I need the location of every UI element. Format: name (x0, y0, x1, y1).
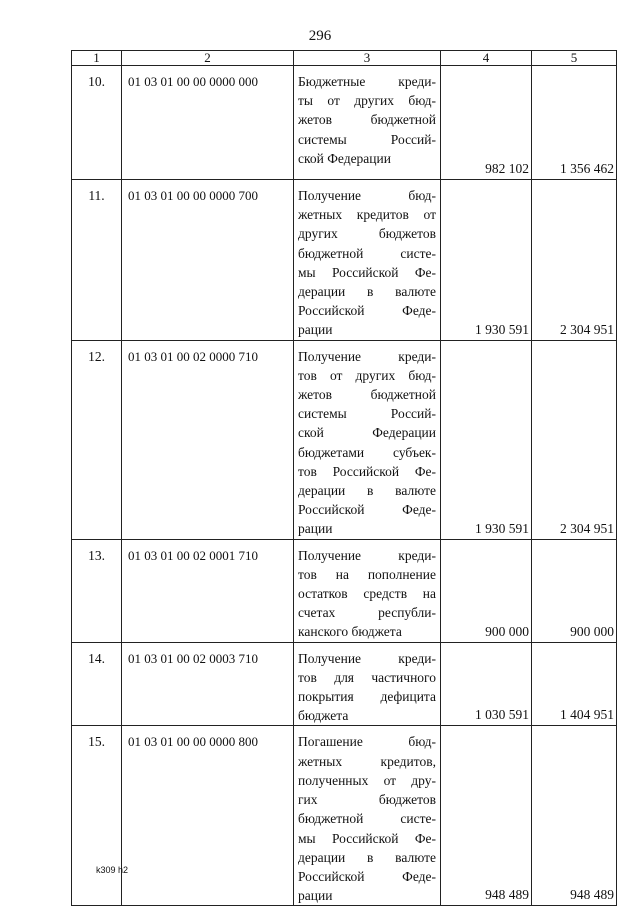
value-col-4: 1 930 591 (441, 180, 532, 341)
row-description (294, 539, 441, 642)
description-line: дерации в валюте (298, 849, 436, 865)
description-line: рации (298, 322, 333, 338)
description-line: Российской Феде- (298, 868, 436, 884)
row-number: 10. (72, 66, 122, 180)
description-line: Получение креди- (298, 348, 436, 364)
value-col-5: 900 000 (532, 539, 617, 642)
description-line: Получение бюд- (298, 188, 436, 203)
footer-code: k309 h2 (96, 865, 129, 875)
description-line: Российской Феде- (298, 502, 436, 518)
description-line: бюджетной систе- (298, 811, 436, 827)
description-line: Погашение бюд- (298, 734, 436, 750)
budget-code: 01 03 01 00 00 0000 000 (122, 66, 294, 180)
budget-code: 01 03 01 00 02 0001 710 (122, 539, 294, 642)
row-number: 15. (72, 726, 122, 906)
value-col-5: 1 404 951 (532, 642, 617, 726)
row-description (294, 340, 441, 539)
description-line: счетах республи- (298, 605, 436, 621)
value-col-4: 1 930 591 (441, 340, 532, 539)
row-number: 11. (72, 180, 122, 341)
table-row (72, 340, 617, 539)
table-row (72, 642, 617, 726)
description-line: покрытия дефицита (298, 689, 436, 705)
table-row (72, 726, 617, 906)
description-line: жетов бюджетной (298, 112, 436, 128)
description-line: жетных кредитов, (298, 753, 436, 769)
description-line: остатков средств на (298, 586, 436, 602)
description-line: Получение креди- (298, 650, 436, 666)
row-description (294, 642, 441, 726)
column-header-row (72, 51, 617, 66)
row-description (294, 180, 441, 341)
description-line: других бюджетов (298, 226, 436, 242)
value-col-5: 1 356 462 (532, 66, 617, 180)
description-line: тов от других бюд- (298, 367, 436, 383)
description-line: дерации в валюте (298, 284, 436, 300)
description-line: системы Россий- (298, 131, 436, 147)
description-line: бюджетной систе- (298, 245, 436, 261)
description-line: полученных от дру- (298, 772, 436, 788)
row-description (294, 66, 441, 180)
description-line: Бюджетные креди- (298, 74, 436, 89)
description-line: тов для частичного (298, 669, 436, 685)
description-line: дерации в валюте (298, 483, 436, 499)
budget-table (71, 50, 617, 906)
column-header: 2 (122, 51, 294, 66)
row-number: 12. (72, 340, 122, 539)
budget-code: 01 03 01 00 02 0003 710 (122, 642, 294, 726)
description-line: рации (298, 521, 333, 537)
description-line: бюджетами субъек- (298, 444, 436, 460)
table-row (72, 66, 617, 180)
budget-code: 01 03 01 00 00 0000 700 (122, 180, 294, 341)
description-line: мы Российской Фе- (298, 830, 436, 846)
description-line: системы Россий- (298, 406, 436, 422)
description-line: бюджета (298, 708, 349, 724)
description-line: жетов бюджетной (298, 387, 436, 403)
value-col-4: 948 489 (441, 726, 532, 906)
description-line: тов на пополнение (298, 566, 436, 582)
column-header: 3 (294, 51, 441, 66)
table-row (72, 539, 617, 642)
description-line: мы Российской Фе- (298, 264, 436, 280)
description-line: Российской Феде- (298, 303, 436, 319)
page-number: 296 (308, 28, 332, 44)
row-number: 14. (72, 642, 122, 726)
description-line: рации (298, 888, 333, 904)
value-col-4: 1 030 591 (441, 642, 532, 726)
column-header: 4 (441, 51, 532, 66)
description-line: жетных кредитов от (298, 207, 436, 223)
description-line: гих бюджетов (298, 792, 436, 808)
budget-code: 01 03 01 00 02 0000 710 (122, 340, 294, 539)
description-line: ской Федерации (298, 150, 391, 166)
description-line: тов Российской Фе- (298, 463, 436, 479)
row-description (294, 726, 441, 906)
budget-code: 01 03 01 00 00 0000 800 (122, 726, 294, 906)
value-col-5: 948 489 (532, 726, 617, 906)
value-col-5: 2 304 951 (532, 340, 617, 539)
description-line: ской Федерации (298, 425, 436, 441)
description-line: ты от других бюд- (298, 93, 436, 109)
column-header: 1 (72, 51, 122, 66)
row-number: 13. (72, 539, 122, 642)
table-row (72, 180, 617, 341)
description-line: Получение креди- (298, 547, 436, 563)
description-line: канского бюджета (298, 624, 402, 640)
column-header: 5 (532, 51, 617, 66)
value-col-4: 900 000 (441, 539, 532, 642)
value-col-4: 982 102 (441, 66, 532, 180)
value-col-5: 2 304 951 (532, 180, 617, 341)
